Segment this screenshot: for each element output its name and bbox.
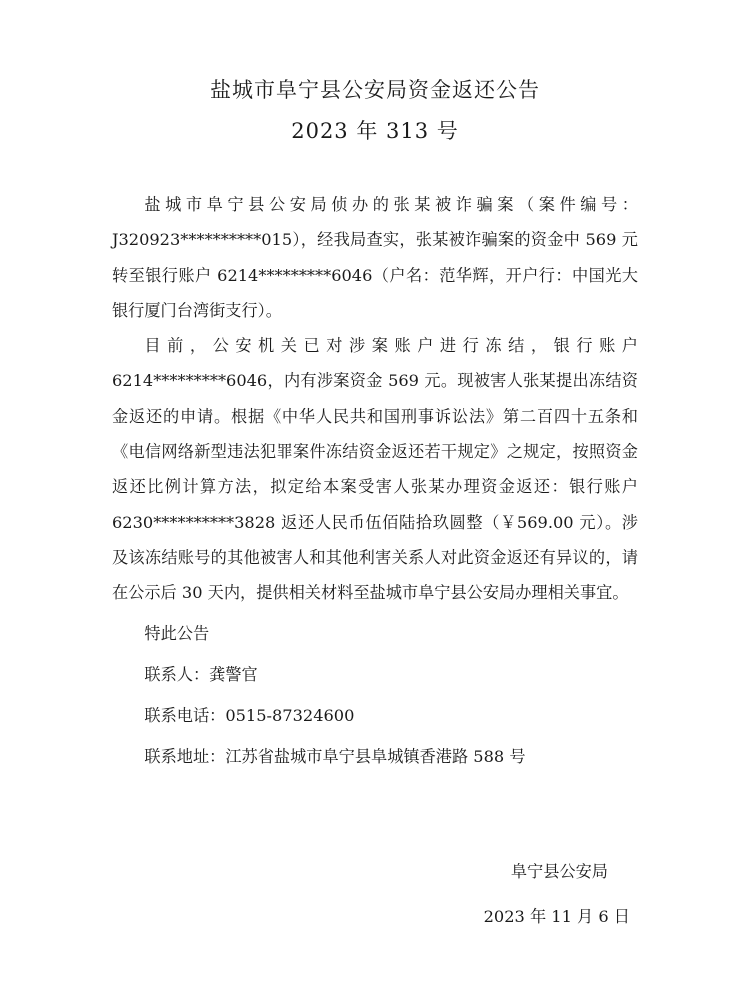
notice-body [112,187,638,777]
contact-phone: 联系电话：0515-87324600 [144,705,355,725]
special-notice: 特此公告 [144,623,210,643]
paragraph-refund-details: 目前，公安机关已对涉案账户进行冻结，银行账户 6214*********6046，内有涉案资金 569 元。现被害人张某提出冻结资金返还的申请。根据《中华人民共和国刑事诉讼法》第二百四十五条和《电信网络新型违法犯罪案件冻结资金返还若干规定》之规定，按照资金返还比例计算方法，拟定给本案受害人张某办理资金返还：银行账户 6230**********3828 返还人民币伍佰陆拾玖圆整（￥569.00 元）。涉及该冻结账号的其他被害人和其他利害关系人对此资金返还有异议的，请在公示后 30 天内，提供相关材料至盐城市阜宁县公安局办理相关事宜。 [112,336,638,603]
notice-number: 2023 年 313 号 [291,119,459,143]
signature-date: 2023 年 11 月 6 日 [483,907,630,926]
paragraph-case-details: 盐城市阜宁县公安局侦办的张某被诈骗案（案件编号：J320923**********015），经我局查实，张某被诈骗案的资金中 569 元转至银行账户 6214*********6046（户名：范华辉，开户行：中国光大银行厦门台湾街支行）。 [112,195,638,320]
signature-organization: 阜宁县公安局 [510,862,608,881]
contact-address: 联系地址：江苏省盐城市阜宁县阜城镇香港路 588 号 [144,746,526,766]
contact-person: 联系人：龚警官 [144,664,258,684]
notice-title: 盐城市阜宁县公安局资金返还公告 [210,78,540,102]
